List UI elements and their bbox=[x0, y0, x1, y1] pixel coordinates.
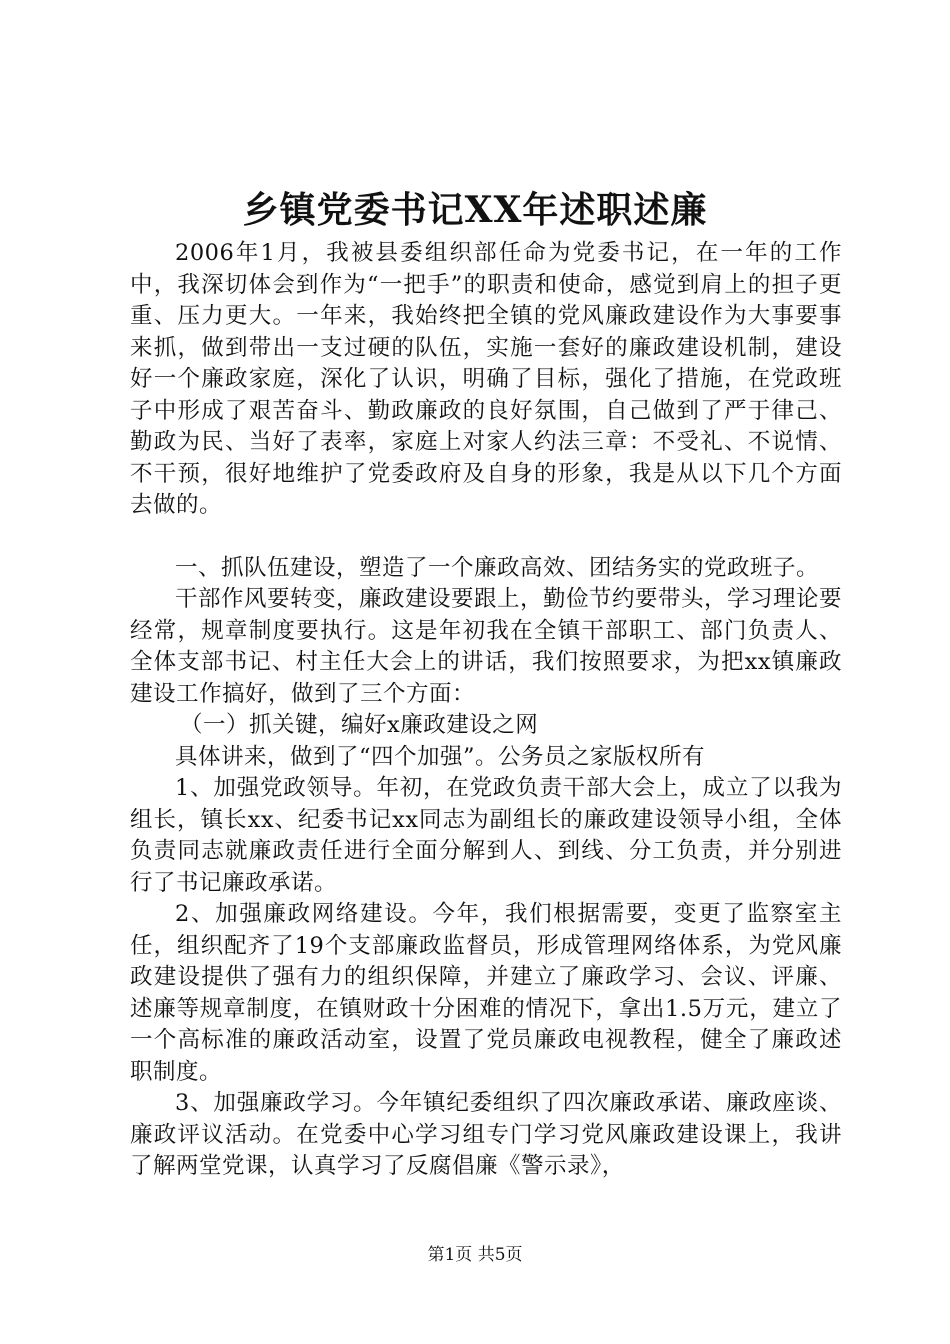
subsection-heading-1: （一）抓关键，编好x廉政建设之网 bbox=[180, 712, 539, 738]
list-item-2: 2、加强廉政网络建设。今年，我们根据需要，变更了监察室主任，组织配齐了19个支部廉政监督员，形成管理网络体系，为党风廉政建设提供了强有力的组织保障，并建立了廉政学习、会议、评廉、述廉等规章制度，在镇财政十分困难的情况下，拿出1.5万元，建立了一个高标准的廉政活动室，设置了党员廉政电视教程，健全了廉政述职制度。 bbox=[130, 901, 842, 1085]
paragraph-four-strengthen: 具体讲来，做到了“四个加强”。公务员之家版权所有 bbox=[175, 743, 706, 770]
list-item-1: 1、加强党政领导。年初，在党政负责干部大会上，成立了以我为组长，镇长xx、纪委书记xx同志为副组长的廉政建设领导小组，全体负责同志就廉政责任进行全面分解到人、到线、分工负责，并分别进行了书记廉政承诺。 bbox=[130, 775, 842, 896]
paragraph-intro: 2006年1月，我被县委组织部任命为党委书记，在一年的工作中，我深切体会到作为“一把手”的职责和使命，感觉到肩上的担子更重、压力更大。一年来，我始终把全镇的党风廉政建设作为大事要事来抓，做到带出一支过硬的队伍，实施一套好的廉政建设机制，建设好一个廉政家庭，深化了认识，明确了目标，强化了措施，在党政班子中形成了艰苦奋斗、勤政廉政的良好氛围，自己做到了严于律己、勤政为民、当好了表率，家庭上对家人约法三章：不受礼、不说情、不干预，很好地维护了党委政府及自身的形象，我是从以下几个方面去做的。 bbox=[130, 240, 842, 518]
document-title: 乡镇党委书记XX年述职述廉 bbox=[242, 189, 708, 231]
page-footer: 第1页 共5页 bbox=[427, 1245, 523, 1265]
section-heading-1: 一、抓队伍建设，塑造了一个廉政高效、团结务实的党政班子。 bbox=[175, 554, 820, 581]
document-body bbox=[130, 238, 842, 1183]
paragraph-section-1: 干部作风要转变，廉政建设要跟上，勤俭节约要带头，学习理论要经常，规章制度要执行。这是年初我在全镇干部职工、部门负责人、全体支部书记、村主任大会上的讲话，我们按照要求，为把xx镇廉政建设工作搞好，做到了三个方面： bbox=[130, 586, 843, 707]
list-item-3: 3、加强廉政学习。今年镇纪委组织了四次廉政承诺、廉政座谈、廉政评议活动。在党委中心学习组专门学习党风廉政建设课上，我讲了解两堂党课，认真学习了反腐倡廉《警示录》， bbox=[130, 1090, 842, 1179]
